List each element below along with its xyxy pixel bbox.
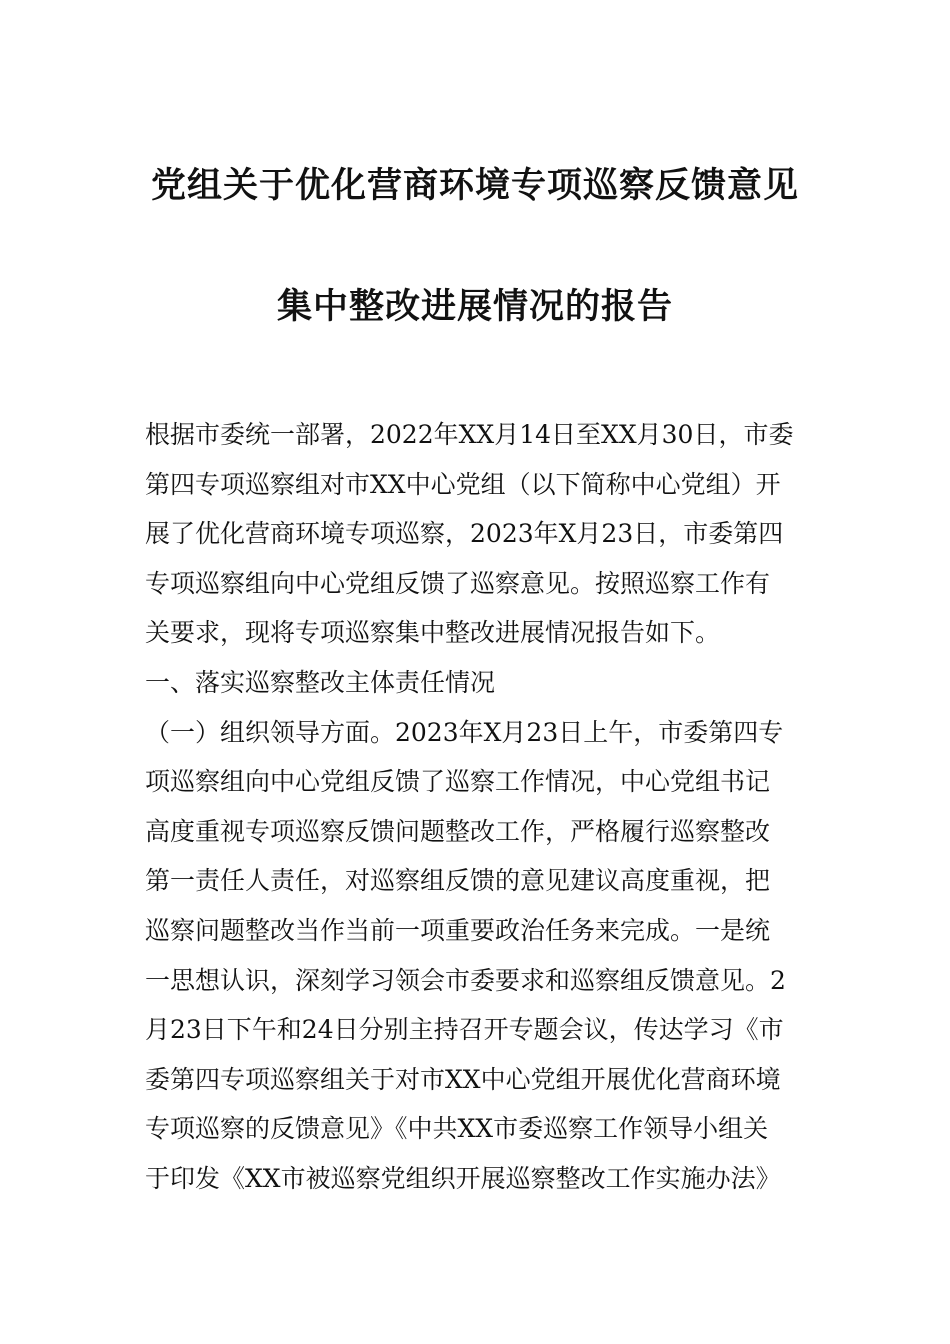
body-line: （一）组织领导方面。2023年X月23日上午，市委第四专 [145, 717, 784, 747]
body-line: 专项巡察组向中心党组反馈了巡察意见。按照巡察工作有 [145, 568, 771, 598]
body-line: 高度重视专项巡察反馈问题整改工作，严格履行巡察整改 [145, 816, 771, 846]
body-line: 月23日下午和24日分别主持召开专题会议，传达学习《市 [145, 1015, 784, 1045]
body-line: 一思想认识，深刻学习领会市委要求和巡察组反馈意见。2 [145, 965, 786, 995]
body-line: 第四专项巡察组对市XX中心党组（以下简称中心党组）开 [145, 469, 781, 499]
body-line: 展了优化营商环境专项巡察，2023年X月23日，市委第四 [145, 519, 784, 549]
body-line: 项巡察组向中心党组反馈了巡察工作情况，中心党组书记 [145, 767, 771, 797]
body-line: 专项巡察的反馈意见》《中共XX市委巡察工作领导小组关 [145, 1114, 769, 1144]
section-heading: 一、落实巡察整改主体责任情况 [145, 667, 496, 697]
body-line: 巡察问题整改当作当前一项重要政治任务来完成。一是统 [145, 915, 771, 945]
document-title-line-2: 集中整改进展情况的报告 [276, 286, 673, 327]
body-line: 委第四专项巡察组关于对市XX中心党组开展优化营商环境 [145, 1064, 781, 1094]
body-line: 根据市委统一部署，2022年XX月14日至XX月30日，市委 [145, 420, 794, 449]
body-line: 于印发《XX市被巡察党组织开展巡察整改工作实施办法》 [145, 1163, 781, 1193]
body-line: 关要求，现将专项巡察集中整改进展情况报告如下。 [145, 618, 721, 648]
document-body [145, 410, 810, 1204]
body-line: 第一责任人责任，对巡察组反馈的意见建议高度重视，把 [145, 866, 771, 896]
document-title-line-1: 党组关于优化营商环境专项巡察反馈意见 [150, 165, 799, 206]
